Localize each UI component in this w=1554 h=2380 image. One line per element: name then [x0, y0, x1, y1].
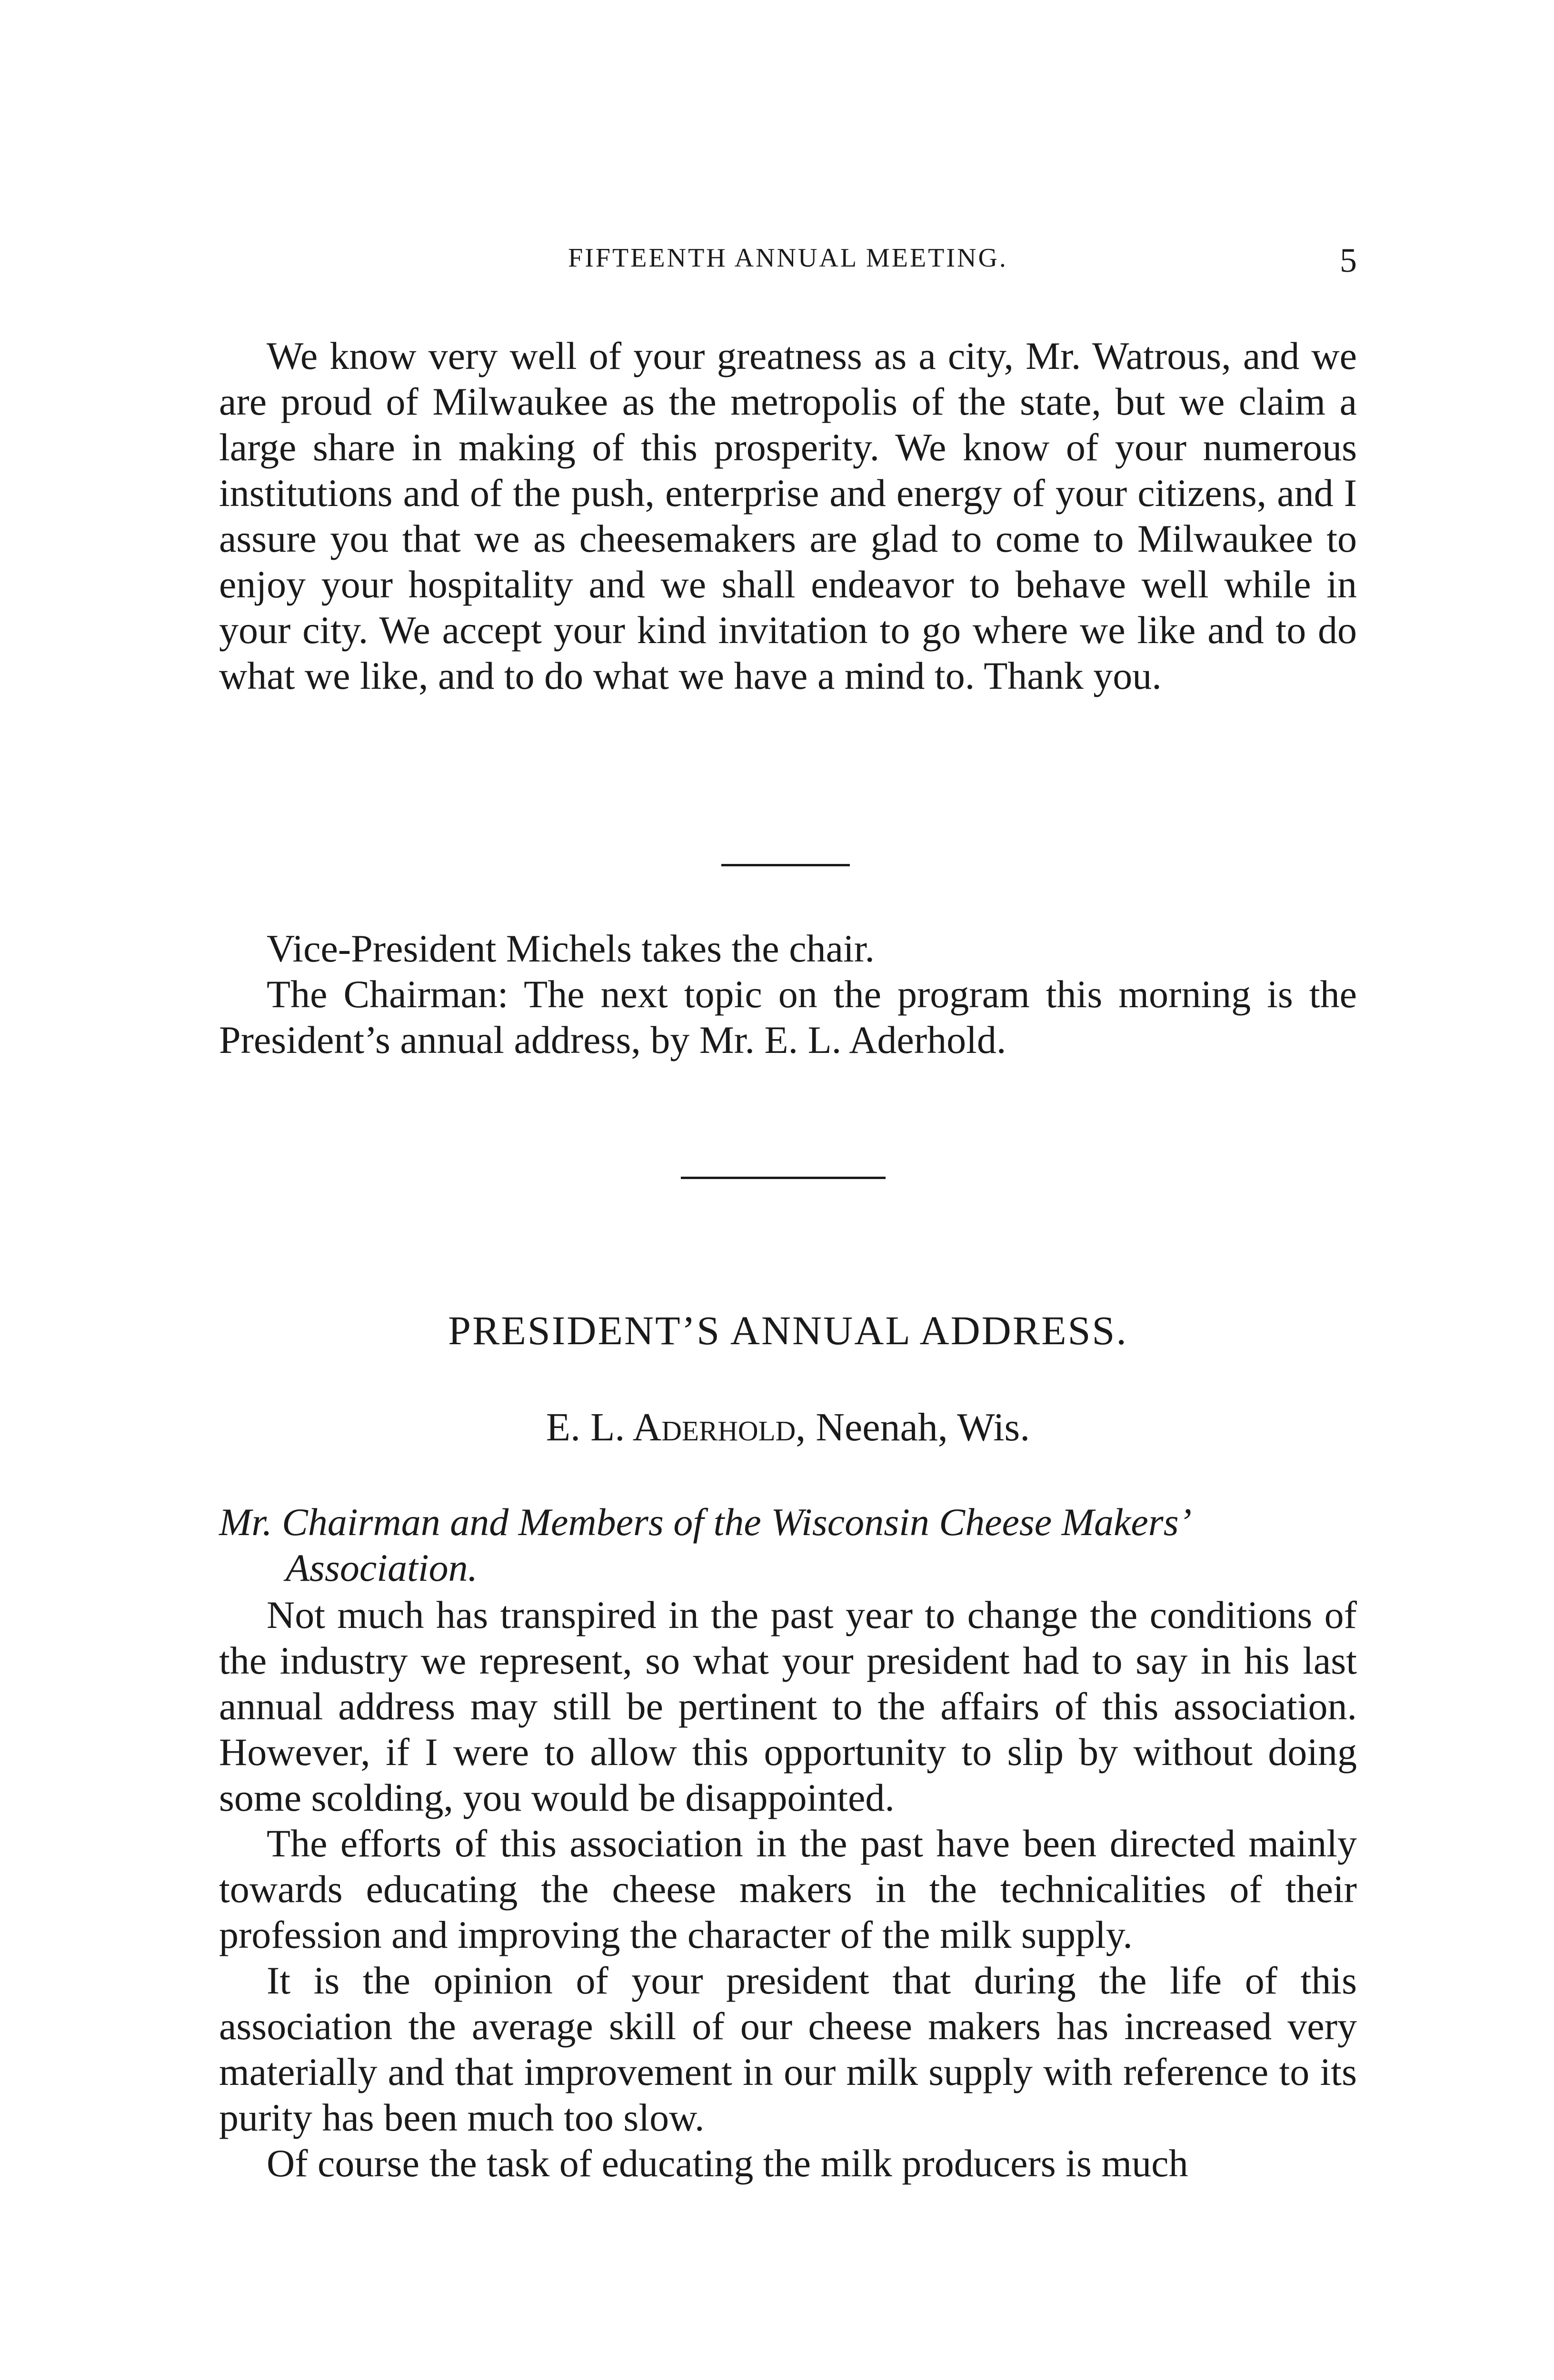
running-head: FIFTEENTH ANNUAL MEETING. — [568, 243, 1008, 273]
transition-text — [219, 926, 1357, 1063]
author-location: Neenah, Wis. — [816, 1405, 1030, 1449]
address-paragraph: Of course the task of educating the milk producers is much — [267, 2142, 1188, 2185]
page-header — [219, 243, 1357, 286]
address-text — [219, 1592, 1357, 2186]
section-title: PRESIDENT’S ANNUAL ADDRESS. — [448, 1308, 1128, 1353]
section-divider — [681, 1177, 886, 1179]
author-line — [219, 1404, 1357, 1450]
author-name: E. L. Aderhold, — [546, 1405, 806, 1449]
address-paragraph: The efforts of this association in the past have been directed mainly towards educating the cheese makers in the technicalities of their profession and improving the character of the milk supply. — [219, 1822, 1357, 1956]
transition-paragraph: The Chairman: The next topic on the program this morning is the President’s annual address, by Mr. E. L. Aderhold. — [219, 972, 1357, 1061]
intro-paragraph: We know very well of your greatness as a city, Mr. Watrous, and we are proud of Milwaukee as the metropolis of the state, but we claim a large share in making of this prosperity. We know of your numerous institutions and of the push, enterprise and energy of your citizens, and I assure you that we as cheesemakers are glad to come to Milwaukee to enjoy your hospitality and we shall endeavor to behave well while in your city. We accept your kind invitation to go where we like and to do what we like, and to do what we have a mind to. Thank you. — [219, 334, 1357, 697]
section-divider — [721, 864, 850, 866]
salutation: Mr. Chairman and Members of the Wisconsin Cheese Makers’ Association. — [219, 1500, 1187, 1589]
transition-paragraph: Vice-President Michels takes the chair. — [267, 927, 875, 970]
address-paragraph: Not much has transpired in the past year to change the conditions of the industry we represent, so what your president had to say in his last annual address may still be pertinent to the affairs of this association. However, if I were to allow this opportunity to slip by without doing some scolding, you would be disappointed. — [219, 1593, 1357, 1819]
page-number: 5 — [1340, 241, 1357, 279]
address-paragraph: It is the opinion of your president that during the life of this association the average skill of our cheese makers has increased very materially and that improvement in our milk supply with reference to its purity has been much too slow. — [219, 1959, 1357, 2139]
intro-text — [219, 333, 1357, 699]
